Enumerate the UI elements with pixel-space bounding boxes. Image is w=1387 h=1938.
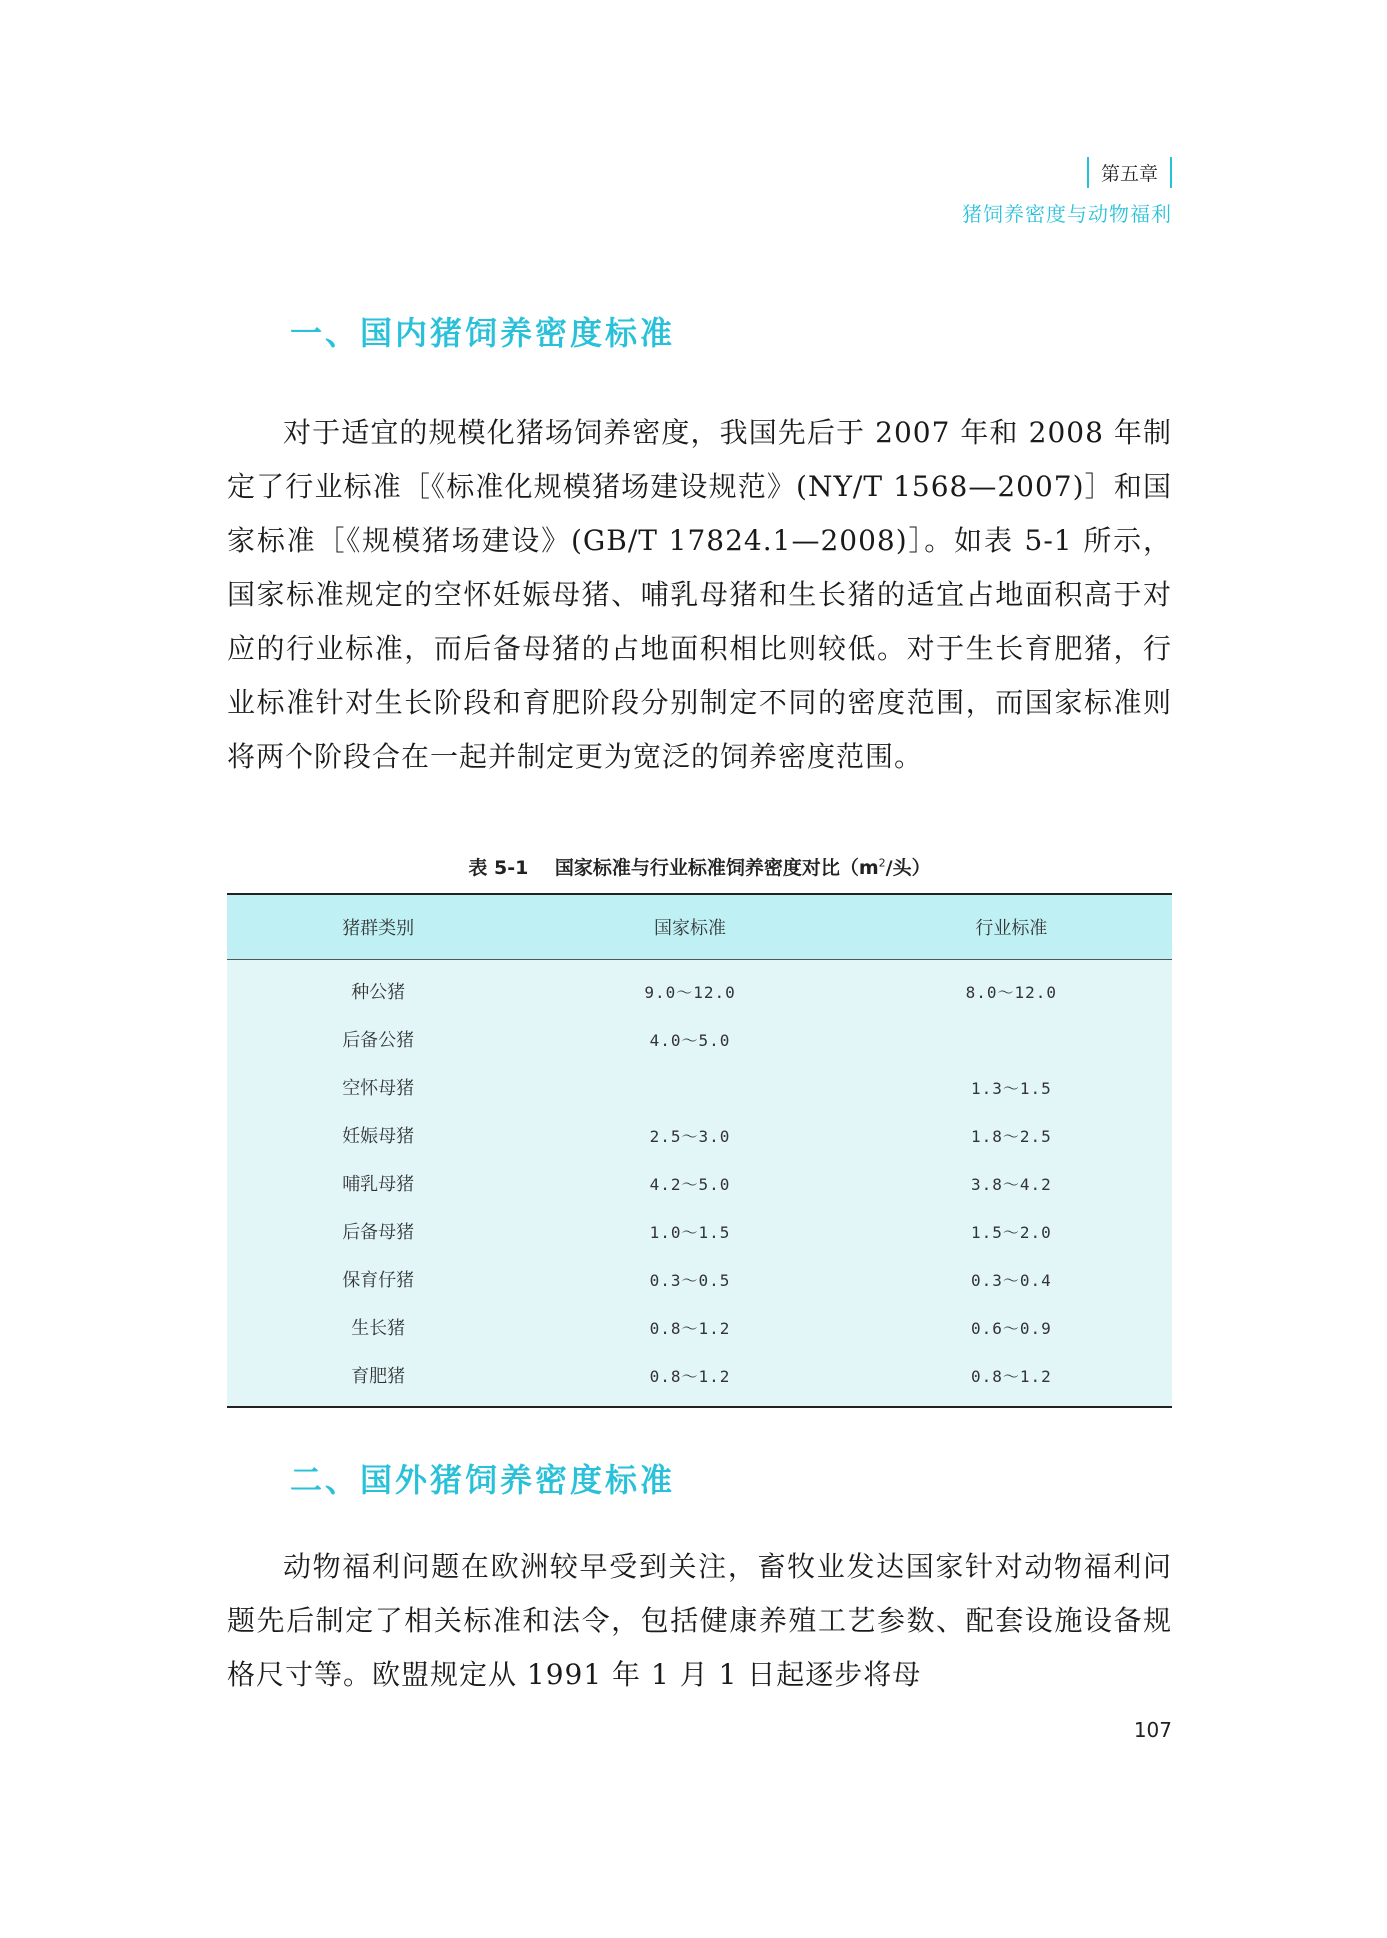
table-row — [227, 1159, 1172, 1207]
cell-category: 空怀母猪 — [342, 1078, 415, 1099]
section-heading-domestic: 一、国内猪饲养密度标准 — [290, 314, 676, 352]
table-row — [227, 1111, 1172, 1159]
cell-national: 4.2～5.0 — [649, 1174, 731, 1194]
header-national: 国家标准 — [529, 894, 850, 960]
table-caption-suffix: /头） — [885, 857, 931, 879]
cell-industry: 0.8～1.2 — [851, 1351, 1172, 1407]
cell-industry: 1.3～1.5 — [970, 1078, 1052, 1098]
density-table — [227, 893, 1172, 1408]
cell-industry: 1.5～2.0 — [970, 1222, 1052, 1242]
cell-category: 种公猪 — [351, 982, 406, 1003]
table-caption-text: 国家标准与行业标准饲养密度对比（m — [554, 857, 879, 879]
cell-national: 0.8～1.2 — [529, 1351, 850, 1407]
table-row — [227, 1255, 1172, 1303]
chapter-title: 猪饲养密度与动物福利 — [962, 202, 1172, 226]
table-row — [227, 1207, 1172, 1255]
table-row — [227, 960, 1172, 1016]
table-caption-sup: 2 — [878, 856, 886, 870]
header-industry: 行业标准 — [851, 894, 1172, 960]
cell-category: 生长猪 — [351, 1318, 406, 1339]
table-row — [227, 1351, 1172, 1407]
cell-national: 0.8～1.2 — [649, 1318, 731, 1338]
table-row — [227, 1063, 1172, 1111]
cell-national: 9.0～12.0 — [644, 982, 736, 1002]
table-row — [227, 1303, 1172, 1351]
table-caption-label: 表 5-1 — [468, 857, 529, 879]
cell-industry: 3.8～4.2 — [970, 1174, 1052, 1194]
section-heading-foreign: 二、国外猪饲养密度标准 — [290, 1461, 676, 1499]
density-table-wrapper — [227, 893, 1172, 1408]
cell-national: 1.0～1.5 — [649, 1222, 731, 1242]
page-number: 107 — [1133, 1718, 1172, 1742]
cell-industry: 1.8～2.5 — [970, 1126, 1052, 1146]
table-caption — [227, 853, 1172, 880]
cell-category: 育肥猪 — [227, 1351, 529, 1407]
paragraph-foreign: 动物福利问题在欧洲较早受到关注，畜牧业发达国家针对动物福利问题先后制定了相关标准和法令，包括健康养殖工艺参数、配套设施设备规格尺寸等。欧盟规定从 1991 年 1 月 1 日起逐步将母 — [227, 1550, 1172, 1691]
cell-industry: 0.3～0.4 — [970, 1270, 1052, 1290]
cell-category: 哺乳母猪 — [342, 1174, 415, 1195]
cell-national: 4.0～5.0 — [649, 1030, 731, 1050]
table-header-row — [227, 894, 1172, 960]
table-row — [227, 1015, 1172, 1063]
cell-industry — [851, 1015, 1172, 1063]
cell-category: 妊娠母猪 — [342, 1126, 415, 1147]
paragraph-domestic: 对于适宜的规模化猪场饲养密度，我国先后于 2007 年和 2008 年制定了行业标准［《标准化规模猪场建设规范》(NY/T 1568—2007)］和国家标准［《规模猪场建设》(GB/T 17824.1—2008)］。如表 5-1 所示，国家标准规定的空怀妊娠母猪、哺乳母猪和生长猪的适宜占地面积高于对应的行业标准，而后备母猪的占地面积相比则较低。对于生长育肥猪，行业标准针对生长阶段和育肥阶段分别制定不同的密度范围，而国家标准则将两个阶段合在一起并制定更为宽泛的饲养密度范围。 — [227, 416, 1172, 773]
header-category: 猪群类别 — [227, 894, 529, 960]
running-head — [962, 157, 1172, 227]
cell-category: 后备母猪 — [342, 1222, 415, 1243]
cell-national: 2.5～3.0 — [649, 1126, 731, 1146]
cell-category: 保育仔猪 — [342, 1270, 415, 1291]
chapter-label: 第五章 — [1087, 157, 1172, 188]
cell-national — [529, 1063, 850, 1111]
cell-national: 0.3～0.5 — [649, 1270, 731, 1290]
cell-category: 后备公猪 — [342, 1030, 415, 1051]
cell-industry: 8.0～12.0 — [965, 982, 1058, 1002]
cell-industry: 0.6～0.9 — [970, 1318, 1052, 1338]
